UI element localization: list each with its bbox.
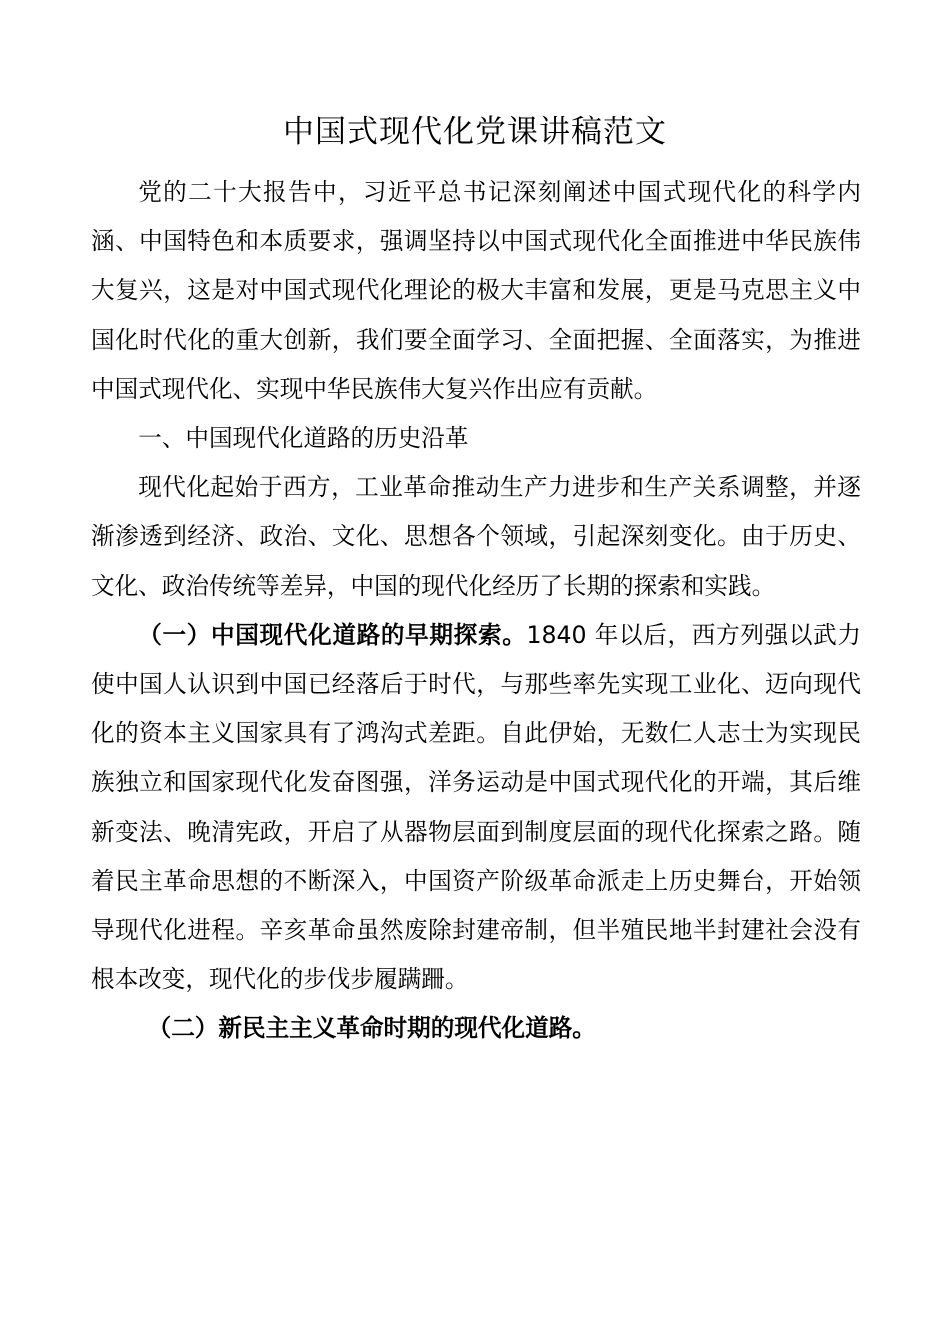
subsection-1-paragraph bbox=[91, 611, 861, 1005]
section-1-paragraph: 现代化起始于西方，工业革命推动生产力进步和生产关系调整，并逐渐渗透到经济、政治、文化、思想各个领域，引起深刻变化。由于历史、文化、政治传统等差异，中国的现代化经历了长期的探索和实践。 bbox=[91, 473, 861, 600]
section-1-heading: 一、中国现代化道路的历史沿革 bbox=[138, 424, 469, 453]
intro-paragraph: 党的二十大报告中，习近平总书记深刻阐述中国式现代化的科学内涵、中国特色和本质要求，强调坚持以中国式现代化全面推进中华民族伟大复兴，这是对中国式现代化理论的极大丰富和发展，更是马克思主义中国化时代化的重大创新，我们要全面学习、全面把握、全面落实，为推进中国式现代化、实现中华民族伟大复兴作出应有贡献。 bbox=[91, 178, 861, 403]
document-title: 中国式现代化党课讲稿范文 bbox=[283, 114, 667, 150]
subsection-2-heading: （二）新民主主义革命时期的现代化道路。 bbox=[147, 1014, 596, 1043]
subsection-1-heading: （一）中国现代化道路的早期探索。 bbox=[138, 620, 527, 649]
subsection-1-text: 1840 年以后，西方列强以武力使中国人认识到中国已经落后于时代，与那些率先实现工业化、迈向现代化的资本主义国家具有了鸿沟式差距。自此伊始，无数仁人志士为实现民族独立和国家现代化发奋图强，洋务运动是中国式现代化的开端，其后维新变法、晚清宪政，开启了从器物层面到制度层面的现代化探索之路。随着民主革命思想的不断深入，中国资产阶级革命派走上历史舞台，开始领导现代化进程。辛亥革命虽然废除封建帝制，但半殖民地半封建社会没有根本改变，现代化的步伐步履蹒跚。 bbox=[91, 620, 862, 994]
document-body bbox=[91, 168, 861, 1054]
